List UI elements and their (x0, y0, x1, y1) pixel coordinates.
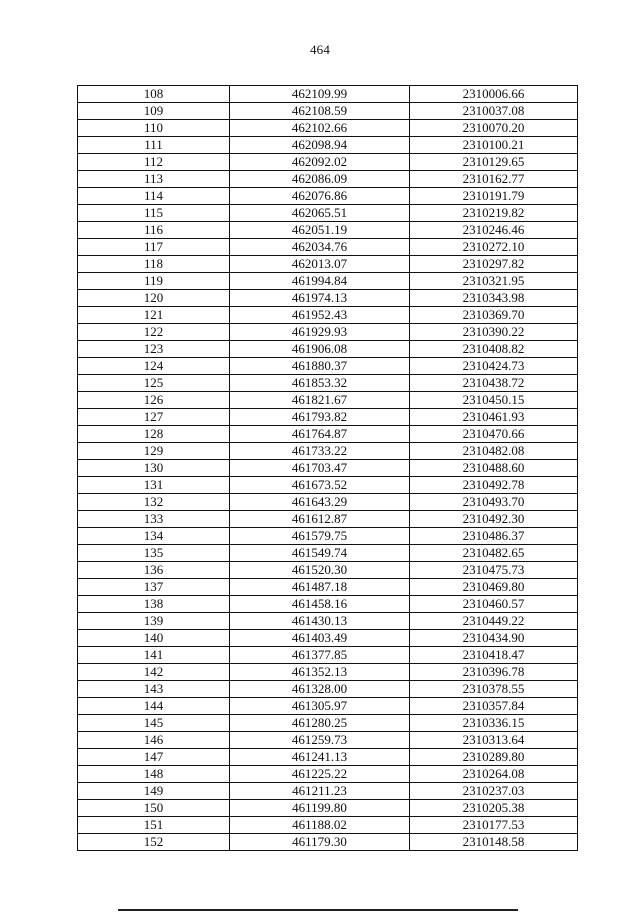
point-number-cell: 151 (78, 817, 230, 834)
coordinate-table (77, 85, 578, 851)
table-row (78, 307, 578, 324)
point-number-cell: 135 (78, 545, 230, 562)
table-row (78, 239, 578, 256)
point-number-cell: 142 (78, 664, 230, 681)
x-coordinate-cell: 461179.30 (230, 834, 410, 851)
y-coordinate-cell: 2310272.10 (410, 239, 578, 256)
y-coordinate-cell: 2310205.38 (410, 800, 578, 817)
table-row (78, 409, 578, 426)
table-row (78, 256, 578, 273)
table-row (78, 817, 578, 834)
x-coordinate-cell: 462102.66 (230, 120, 410, 137)
y-coordinate-cell: 2310493.70 (410, 494, 578, 511)
y-coordinate-cell: 2310219.82 (410, 205, 578, 222)
table-row (78, 579, 578, 596)
point-number-cell: 136 (78, 562, 230, 579)
y-coordinate-cell: 2310100.21 (410, 137, 578, 154)
y-coordinate-cell: 2310438.72 (410, 375, 578, 392)
point-number-cell: 111 (78, 137, 230, 154)
y-coordinate-cell: 2310492.78 (410, 477, 578, 494)
point-number-cell: 113 (78, 171, 230, 188)
point-number-cell: 117 (78, 239, 230, 256)
y-coordinate-cell: 2310450.15 (410, 392, 578, 409)
table-row (78, 86, 578, 103)
x-coordinate-cell: 461328.00 (230, 681, 410, 698)
point-number-cell: 145 (78, 715, 230, 732)
table-row (78, 341, 578, 358)
table-row (78, 324, 578, 341)
y-coordinate-cell: 2310378.55 (410, 681, 578, 698)
table-row (78, 120, 578, 137)
point-number-cell: 140 (78, 630, 230, 647)
x-coordinate-cell: 462013.07 (230, 256, 410, 273)
point-number-cell: 119 (78, 273, 230, 290)
x-coordinate-cell: 461579.75 (230, 528, 410, 545)
point-number-cell: 152 (78, 834, 230, 851)
coordinate-table-body (78, 86, 578, 851)
y-coordinate-cell: 2310482.65 (410, 545, 578, 562)
point-number-cell: 123 (78, 341, 230, 358)
point-number-cell: 149 (78, 783, 230, 800)
y-coordinate-cell: 2310482.08 (410, 443, 578, 460)
y-coordinate-cell: 2310424.73 (410, 358, 578, 375)
point-number-cell: 133 (78, 511, 230, 528)
x-coordinate-cell: 462051.19 (230, 222, 410, 239)
y-coordinate-cell: 2310289.80 (410, 749, 578, 766)
x-coordinate-cell: 462076.86 (230, 188, 410, 205)
table-row (78, 375, 578, 392)
point-number-cell: 128 (78, 426, 230, 443)
y-coordinate-cell: 2310469.80 (410, 579, 578, 596)
x-coordinate-cell: 462108.59 (230, 103, 410, 120)
y-coordinate-cell: 2310148.58 (410, 834, 578, 851)
point-number-cell: 109 (78, 103, 230, 120)
x-coordinate-cell: 461733.22 (230, 443, 410, 460)
x-coordinate-cell: 462098.94 (230, 137, 410, 154)
y-coordinate-cell: 2310246.46 (410, 222, 578, 239)
point-number-cell: 122 (78, 324, 230, 341)
y-coordinate-cell: 2310343.98 (410, 290, 578, 307)
table-row (78, 443, 578, 460)
table-row (78, 188, 578, 205)
table-row (78, 392, 578, 409)
point-number-cell: 118 (78, 256, 230, 273)
table-row (78, 545, 578, 562)
point-number-cell: 134 (78, 528, 230, 545)
table-row (78, 290, 578, 307)
y-coordinate-cell: 2310070.20 (410, 120, 578, 137)
y-coordinate-cell: 2310390.22 (410, 324, 578, 341)
point-number-cell: 138 (78, 596, 230, 613)
x-coordinate-cell: 461377.85 (230, 647, 410, 664)
x-coordinate-cell: 462034.76 (230, 239, 410, 256)
table-row (78, 205, 578, 222)
table-row (78, 613, 578, 630)
y-coordinate-cell: 2310486.37 (410, 528, 578, 545)
x-coordinate-cell: 461703.47 (230, 460, 410, 477)
point-number-cell: 114 (78, 188, 230, 205)
table-row (78, 528, 578, 545)
table-row (78, 698, 578, 715)
x-coordinate-cell: 461280.25 (230, 715, 410, 732)
point-number-cell: 132 (78, 494, 230, 511)
point-number-cell: 146 (78, 732, 230, 749)
y-coordinate-cell: 2310037.08 (410, 103, 578, 120)
table-row (78, 494, 578, 511)
x-coordinate-cell: 461880.37 (230, 358, 410, 375)
point-number-cell: 130 (78, 460, 230, 477)
y-coordinate-cell: 2310191.79 (410, 188, 578, 205)
x-coordinate-cell: 461906.08 (230, 341, 410, 358)
y-coordinate-cell: 2310396.78 (410, 664, 578, 681)
y-coordinate-cell: 2310460.57 (410, 596, 578, 613)
point-number-cell: 137 (78, 579, 230, 596)
point-number-cell: 139 (78, 613, 230, 630)
x-coordinate-cell: 461643.29 (230, 494, 410, 511)
point-number-cell: 127 (78, 409, 230, 426)
x-coordinate-cell: 462065.51 (230, 205, 410, 222)
x-coordinate-cell: 461793.82 (230, 409, 410, 426)
table-row (78, 460, 578, 477)
x-coordinate-cell: 461994.84 (230, 273, 410, 290)
x-coordinate-cell: 461764.87 (230, 426, 410, 443)
y-coordinate-cell: 2310129.65 (410, 154, 578, 171)
table-row (78, 477, 578, 494)
point-number-cell: 131 (78, 477, 230, 494)
y-coordinate-cell: 2310357.84 (410, 698, 578, 715)
y-coordinate-cell: 2310177.53 (410, 817, 578, 834)
table-row (78, 103, 578, 120)
table-row (78, 511, 578, 528)
table-row (78, 766, 578, 783)
x-coordinate-cell: 461520.30 (230, 562, 410, 579)
page-number: 464 (309, 42, 331, 57)
table-row (78, 358, 578, 375)
point-number-cell: 143 (78, 681, 230, 698)
y-coordinate-cell: 2310434.90 (410, 630, 578, 647)
y-coordinate-cell: 2310006.66 (410, 86, 578, 103)
point-number-cell: 126 (78, 392, 230, 409)
x-coordinate-cell: 461241.13 (230, 749, 410, 766)
point-number-cell: 120 (78, 290, 230, 307)
table-row (78, 137, 578, 154)
table-row (78, 273, 578, 290)
y-coordinate-cell: 2310492.30 (410, 511, 578, 528)
point-number-cell: 147 (78, 749, 230, 766)
x-coordinate-cell: 461430.13 (230, 613, 410, 630)
y-coordinate-cell: 2310321.95 (410, 273, 578, 290)
y-coordinate-cell: 2310470.66 (410, 426, 578, 443)
table-row (78, 222, 578, 239)
table-row (78, 171, 578, 188)
x-coordinate-cell: 462086.09 (230, 171, 410, 188)
y-coordinate-cell: 2310449.22 (410, 613, 578, 630)
y-coordinate-cell: 2310264.08 (410, 766, 578, 783)
table-row (78, 834, 578, 851)
table-row (78, 664, 578, 681)
point-number-cell: 129 (78, 443, 230, 460)
point-number-cell: 144 (78, 698, 230, 715)
y-coordinate-cell: 2310475.73 (410, 562, 578, 579)
table-row (78, 749, 578, 766)
x-coordinate-cell: 461403.49 (230, 630, 410, 647)
y-coordinate-cell: 2310488.60 (410, 460, 578, 477)
point-number-cell: 121 (78, 307, 230, 324)
x-coordinate-cell: 461188.02 (230, 817, 410, 834)
y-coordinate-cell: 2310237.03 (410, 783, 578, 800)
table-row (78, 800, 578, 817)
x-coordinate-cell: 461853.32 (230, 375, 410, 392)
point-number-cell: 125 (78, 375, 230, 392)
x-coordinate-cell: 461952.43 (230, 307, 410, 324)
x-coordinate-cell: 462109.99 (230, 86, 410, 103)
x-coordinate-cell: 461673.52 (230, 477, 410, 494)
table-row (78, 732, 578, 749)
y-coordinate-cell: 2310297.82 (410, 256, 578, 273)
table-row (78, 562, 578, 579)
point-number-cell: 115 (78, 205, 230, 222)
y-coordinate-cell: 2310461.93 (410, 409, 578, 426)
point-number-cell: 148 (78, 766, 230, 783)
y-coordinate-cell: 2310162.77 (410, 171, 578, 188)
table-row (78, 154, 578, 171)
point-number-cell: 110 (78, 120, 230, 137)
table-row (78, 647, 578, 664)
x-coordinate-cell: 461259.73 (230, 732, 410, 749)
x-coordinate-cell: 461225.22 (230, 766, 410, 783)
x-coordinate-cell: 461352.13 (230, 664, 410, 681)
point-number-cell: 124 (78, 358, 230, 375)
table-row (78, 715, 578, 732)
x-coordinate-cell: 461549.74 (230, 545, 410, 562)
x-coordinate-cell: 461211.23 (230, 783, 410, 800)
table-row (78, 783, 578, 800)
table-row (78, 426, 578, 443)
x-coordinate-cell: 461305.97 (230, 698, 410, 715)
y-coordinate-cell: 2310369.70 (410, 307, 578, 324)
x-coordinate-cell: 462092.02 (230, 154, 410, 171)
point-number-cell: 108 (78, 86, 230, 103)
point-number-cell: 141 (78, 647, 230, 664)
x-coordinate-cell: 461487.18 (230, 579, 410, 596)
table-row (78, 681, 578, 698)
x-coordinate-cell: 461821.67 (230, 392, 410, 409)
point-number-cell: 112 (78, 154, 230, 171)
x-coordinate-cell: 461458.16 (230, 596, 410, 613)
y-coordinate-cell: 2310313.64 (410, 732, 578, 749)
x-coordinate-cell: 461974.13 (230, 290, 410, 307)
x-coordinate-cell: 461199.80 (230, 800, 410, 817)
y-coordinate-cell: 2310336.15 (410, 715, 578, 732)
x-coordinate-cell: 461612.87 (230, 511, 410, 528)
bottom-rule (118, 909, 518, 911)
point-number-cell: 116 (78, 222, 230, 239)
x-coordinate-cell: 461929.93 (230, 324, 410, 341)
table-row (78, 630, 578, 647)
y-coordinate-cell: 2310418.47 (410, 647, 578, 664)
y-coordinate-cell: 2310408.82 (410, 341, 578, 358)
table-row (78, 596, 578, 613)
point-number-cell: 150 (78, 800, 230, 817)
